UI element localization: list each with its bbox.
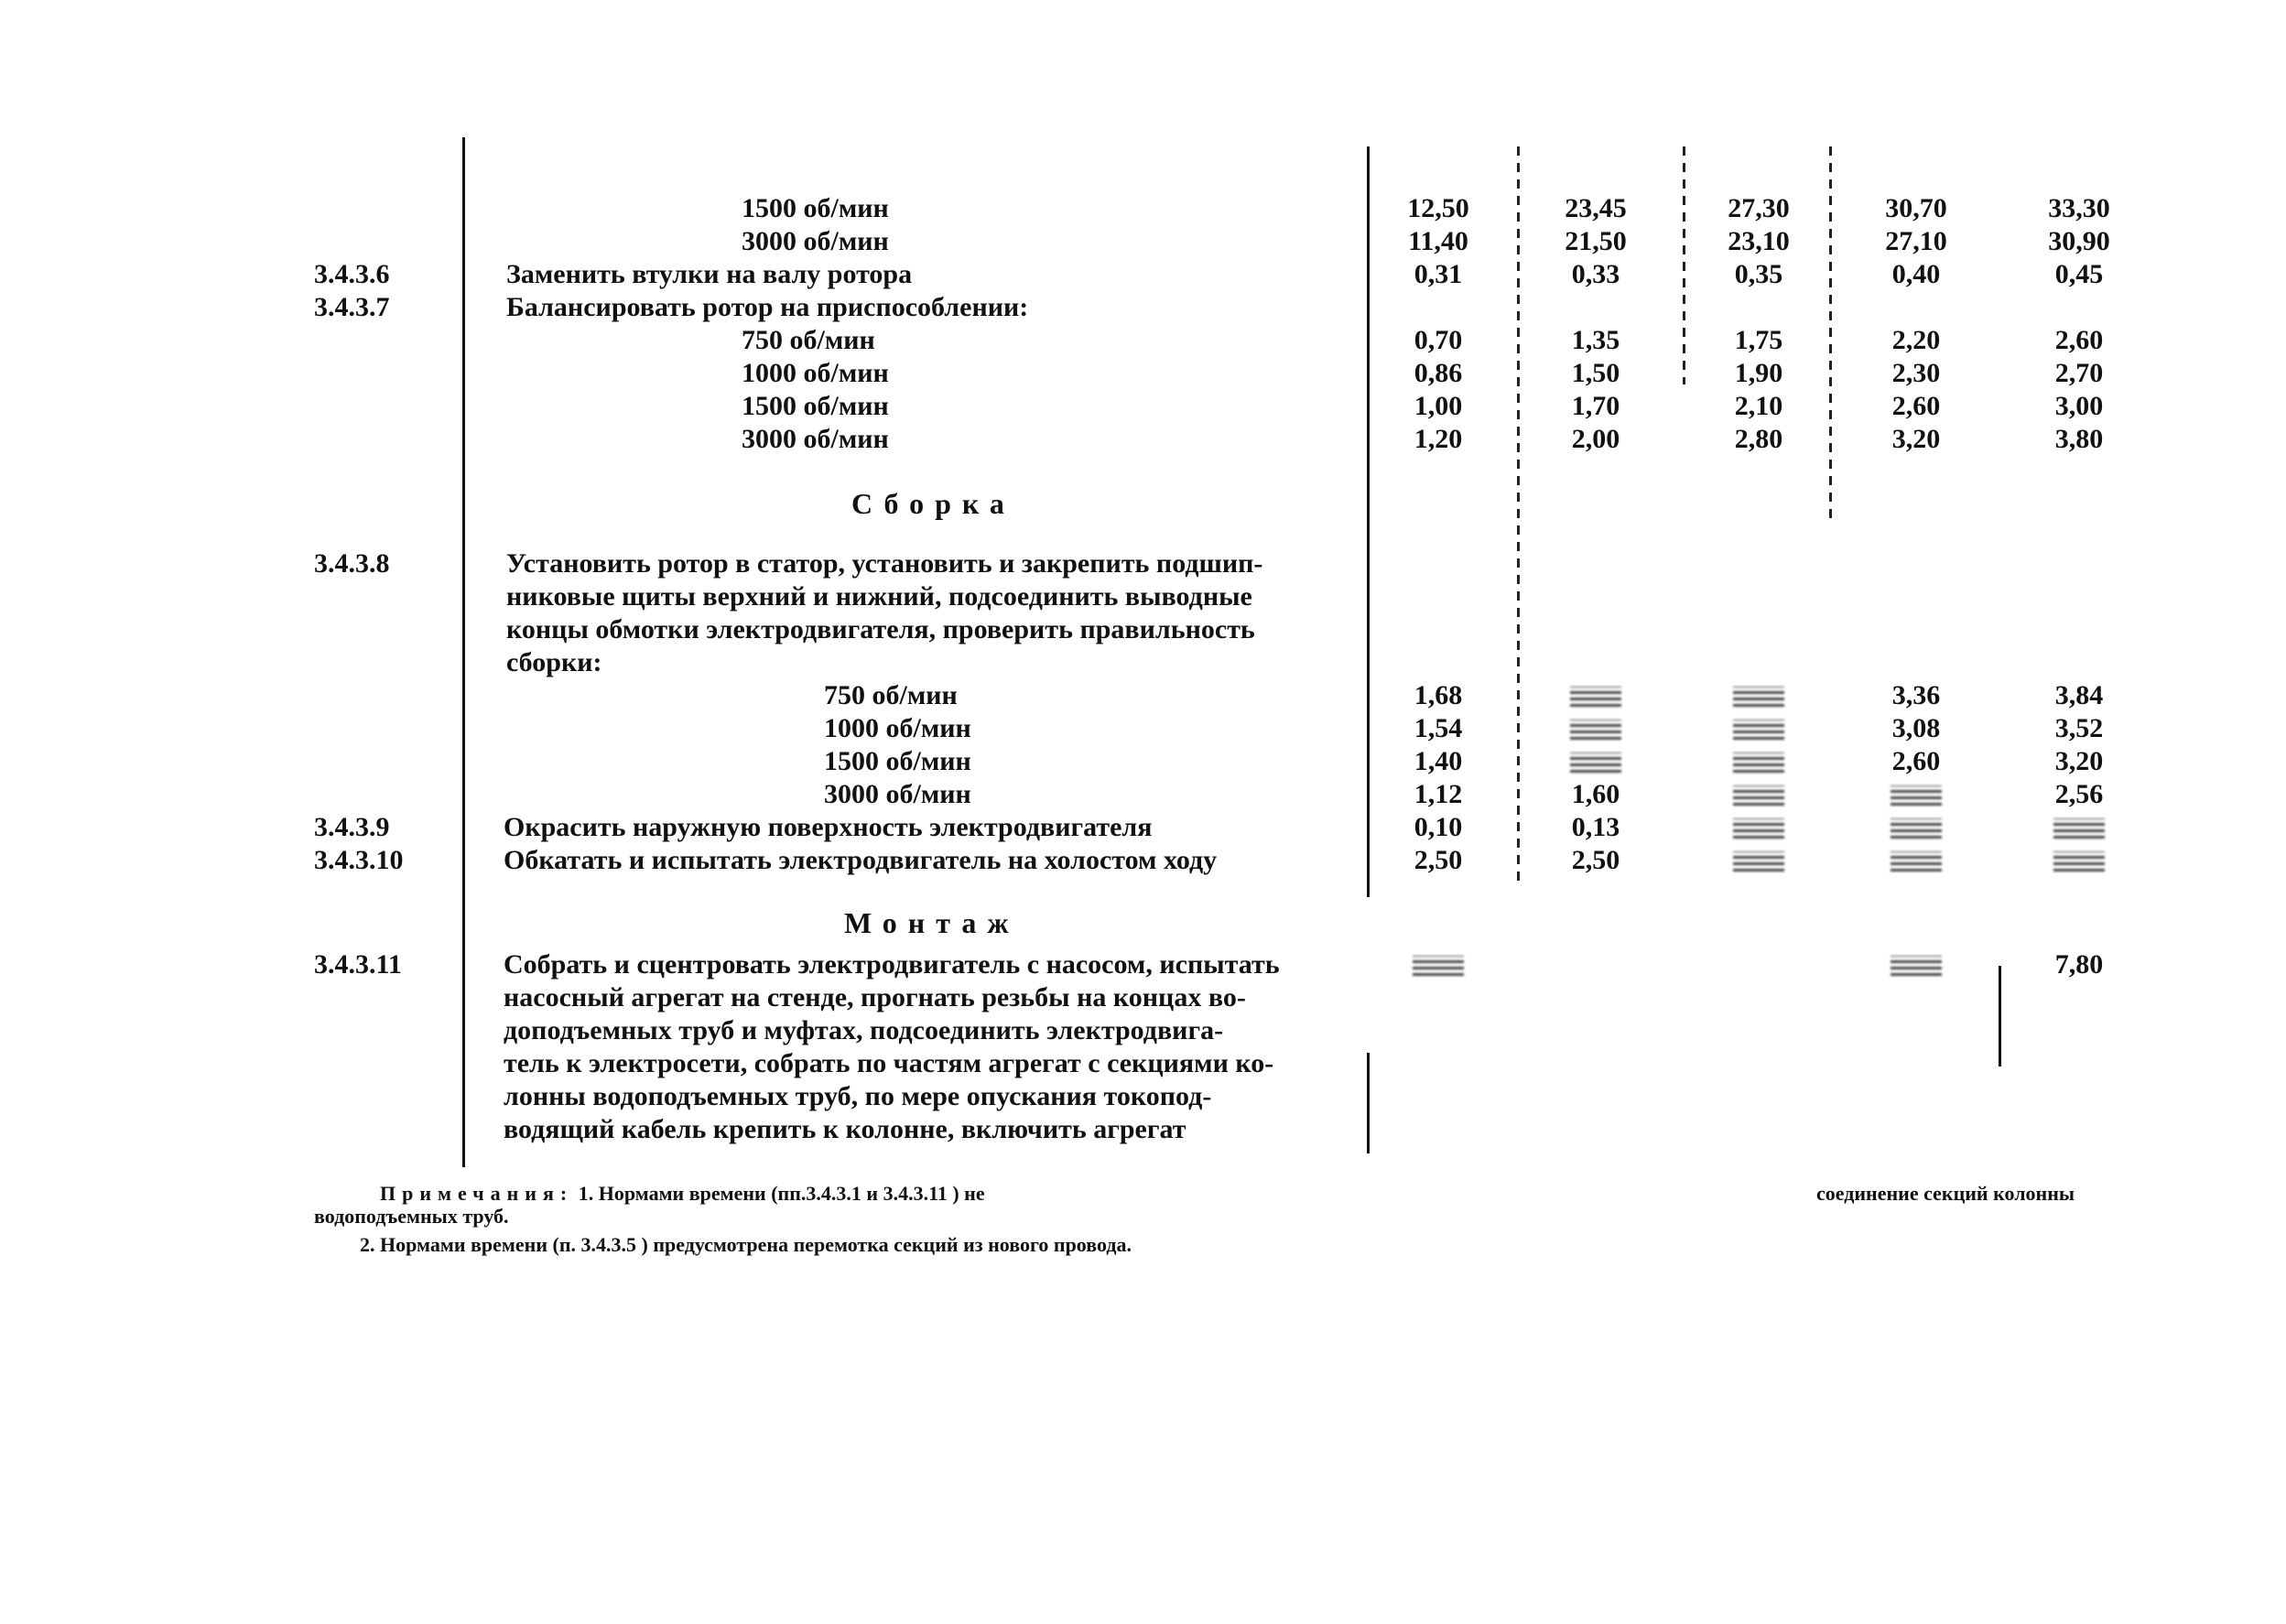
norm-value: 1,12 [1414,779,1463,809]
illegible-value [2053,818,2105,839]
column-rule-values [1367,146,1370,897]
norm-value: 1,00 [1414,391,1463,421]
norm-value: 1,40 [1414,746,1463,776]
notes-text: 1. Нормами времени (пп.3.4.3.1 и 3.4.3.11 ) не [578,1182,985,1205]
illegible-value [1733,687,1784,707]
norm-value: 1,20 [1414,424,1463,454]
illegible-value [1891,956,1942,976]
norm-value: 0,35 [1734,259,1783,289]
item-code: 3.4.3.10 [314,845,404,875]
illegible-value [1570,720,1621,740]
item-description-line: насосный агрегат на стенде, прогнать резьбы на концах во- [504,982,1246,1012]
norm-value: 23,10 [1728,226,1790,256]
notes-line-1-end: соединение секций колонны [1816,1182,2075,1205]
text-end-rule [1367,1053,1370,1153]
norm-value: 0,45 [2054,259,2104,289]
norm-value: 2,10 [1734,391,1783,421]
norm-value: 1,50 [1571,358,1620,388]
speed-label: 750 об/мин [742,325,875,355]
norm-value: 0,70 [1414,325,1463,355]
speed-label: 1500 об/мин [742,391,889,421]
norm-value: 1,54 [1414,713,1463,743]
illegible-value [1733,851,1784,872]
column-rule-3 [1829,146,1832,522]
speed-label: 3000 об/мин [824,779,971,809]
item-code: 3.4.3.6 [314,259,390,289]
norm-value: 1,90 [1734,358,1783,388]
notes-line-1-cont: водоподъемных труб. [314,1205,509,1228]
norm-value: 1,35 [1571,325,1620,355]
item-description-line: водящий кабель крепить к колонне, включить агрегат [504,1114,1186,1144]
illegible-value [1733,720,1784,740]
norm-value: 0,33 [1571,259,1620,289]
item-code: 3.4.3.11 [314,949,402,980]
column-rule-4 [1999,966,2001,1066]
speed-label: 1000 об/мин [742,358,889,388]
illegible-value [1733,818,1784,839]
norm-value: 27,10 [1885,226,1947,256]
speed-label: 1500 об/мин [742,193,889,223]
norm-value: 0,40 [1891,259,1941,289]
norm-value: 12,50 [1407,193,1469,223]
item-code: 3.4.3.8 [314,548,390,579]
speed-label: 1000 об/мин [824,713,971,743]
notes-line-1 [380,1182,985,1206]
item-code: 3.4.3.9 [314,812,390,842]
illegible-value [1570,752,1621,773]
norm-value: 1,70 [1571,391,1620,421]
speed-label: 750 об/мин [824,680,958,710]
item-description-line: Установить ротор в статор, установить и закрепить подшип- [506,548,1263,579]
norm-value: 3,52 [2054,713,2104,743]
item-description: Окрасить наружную поверхность электродвигателя [504,812,1153,842]
norm-value: 3,80 [2054,424,2104,454]
norm-value: 2,60 [2054,325,2104,355]
norm-value: 1,60 [1571,779,1620,809]
norm-value: 2,60 [1891,391,1941,421]
norm-value: 30,90 [2048,226,2110,256]
item-description-line: Собрать и сцентровать электродвигатель с насосом, испытать [504,949,1280,980]
norm-value: 3,08 [1891,713,1941,743]
norm-value: 21,50 [1565,226,1627,256]
norm-value: 23,45 [1565,193,1627,223]
norm-value: 2,70 [2054,358,2104,388]
item-description: Заменить втулки на валу ротора [506,259,913,289]
norm-value: 2,30 [1891,358,1941,388]
norm-value: 11,40 [1408,226,1468,256]
norm-value: 2,56 [2054,779,2104,809]
item-description: Обкатать и испытать электродвигатель на холостом ходу [504,845,1218,875]
item-code: 3.4.3.7 [314,292,390,322]
norm-value: 2,80 [1734,424,1783,454]
norm-value: 27,30 [1728,193,1790,223]
illegible-value [2053,851,2105,872]
illegible-value [1733,752,1784,773]
column-rule-1 [1517,146,1520,888]
norm-value: 3,20 [1891,424,1941,454]
norm-value: 3,84 [2054,680,2104,710]
norm-value: 2,60 [1891,746,1941,776]
norm-value: 2,20 [1891,325,1941,355]
norm-value: 1,75 [1734,325,1783,355]
illegible-value [1891,851,1942,872]
speed-label: 1500 об/мин [824,746,971,776]
notes-label: Примечания: [380,1182,574,1205]
norm-value: 33,30 [2048,193,2110,223]
speed-label: 3000 об/мин [742,424,889,454]
norm-value: 3,20 [2054,746,2104,776]
illegible-value [1891,818,1942,839]
norm-value: 3,00 [2054,391,2104,421]
illegible-value [1570,687,1621,707]
speed-label: 3000 об/мин [742,226,889,256]
item-description-line: сборки: [506,647,602,677]
norm-value: 0,10 [1414,812,1463,842]
section-heading-assembly: Сборка [851,487,1015,520]
norm-value: 1,68 [1414,680,1463,710]
norm-value: 2,50 [1414,845,1463,875]
column-rule-2 [1683,146,1685,384]
item-description-line: никовые щиты верхний и нижний, подсоединить выводные [506,581,1252,612]
norm-value: 30,70 [1885,193,1947,223]
norm-value: 0,13 [1571,812,1620,842]
norm-value: 2,50 [1571,845,1620,875]
illegible-value [1733,785,1784,806]
norm-value: 2,00 [1571,424,1620,454]
norm-value: 7,80 [2054,949,2104,980]
item-description-line: тель к электросети, собрать по частям агрегат с секциями ко- [504,1048,1274,1078]
item-description-line: концы обмотки электродвигателя, проверить правильность [506,614,1255,644]
illegible-value [1891,785,1942,806]
norm-value: 0,86 [1414,358,1463,388]
item-description-line: лонны водоподъемных труб, по мере опускания токопод- [504,1081,1212,1111]
item-description-line: доподъемных труб и муфтах, подсоединить электродвига- [504,1015,1224,1045]
norm-value: 3,36 [1891,680,1941,710]
column-rule-left [462,137,465,1167]
section-heading-installation: Монтаж [844,906,1020,939]
item-description: Балансировать ротор на приспособлении: [506,292,1029,322]
illegible-value [1413,956,1464,976]
notes-line-2: 2. Нормами времени (п. 3.4.3.5 ) предусмотрена перемотка секций из нового провода. [360,1233,1132,1256]
norm-value: 0,31 [1414,259,1463,289]
